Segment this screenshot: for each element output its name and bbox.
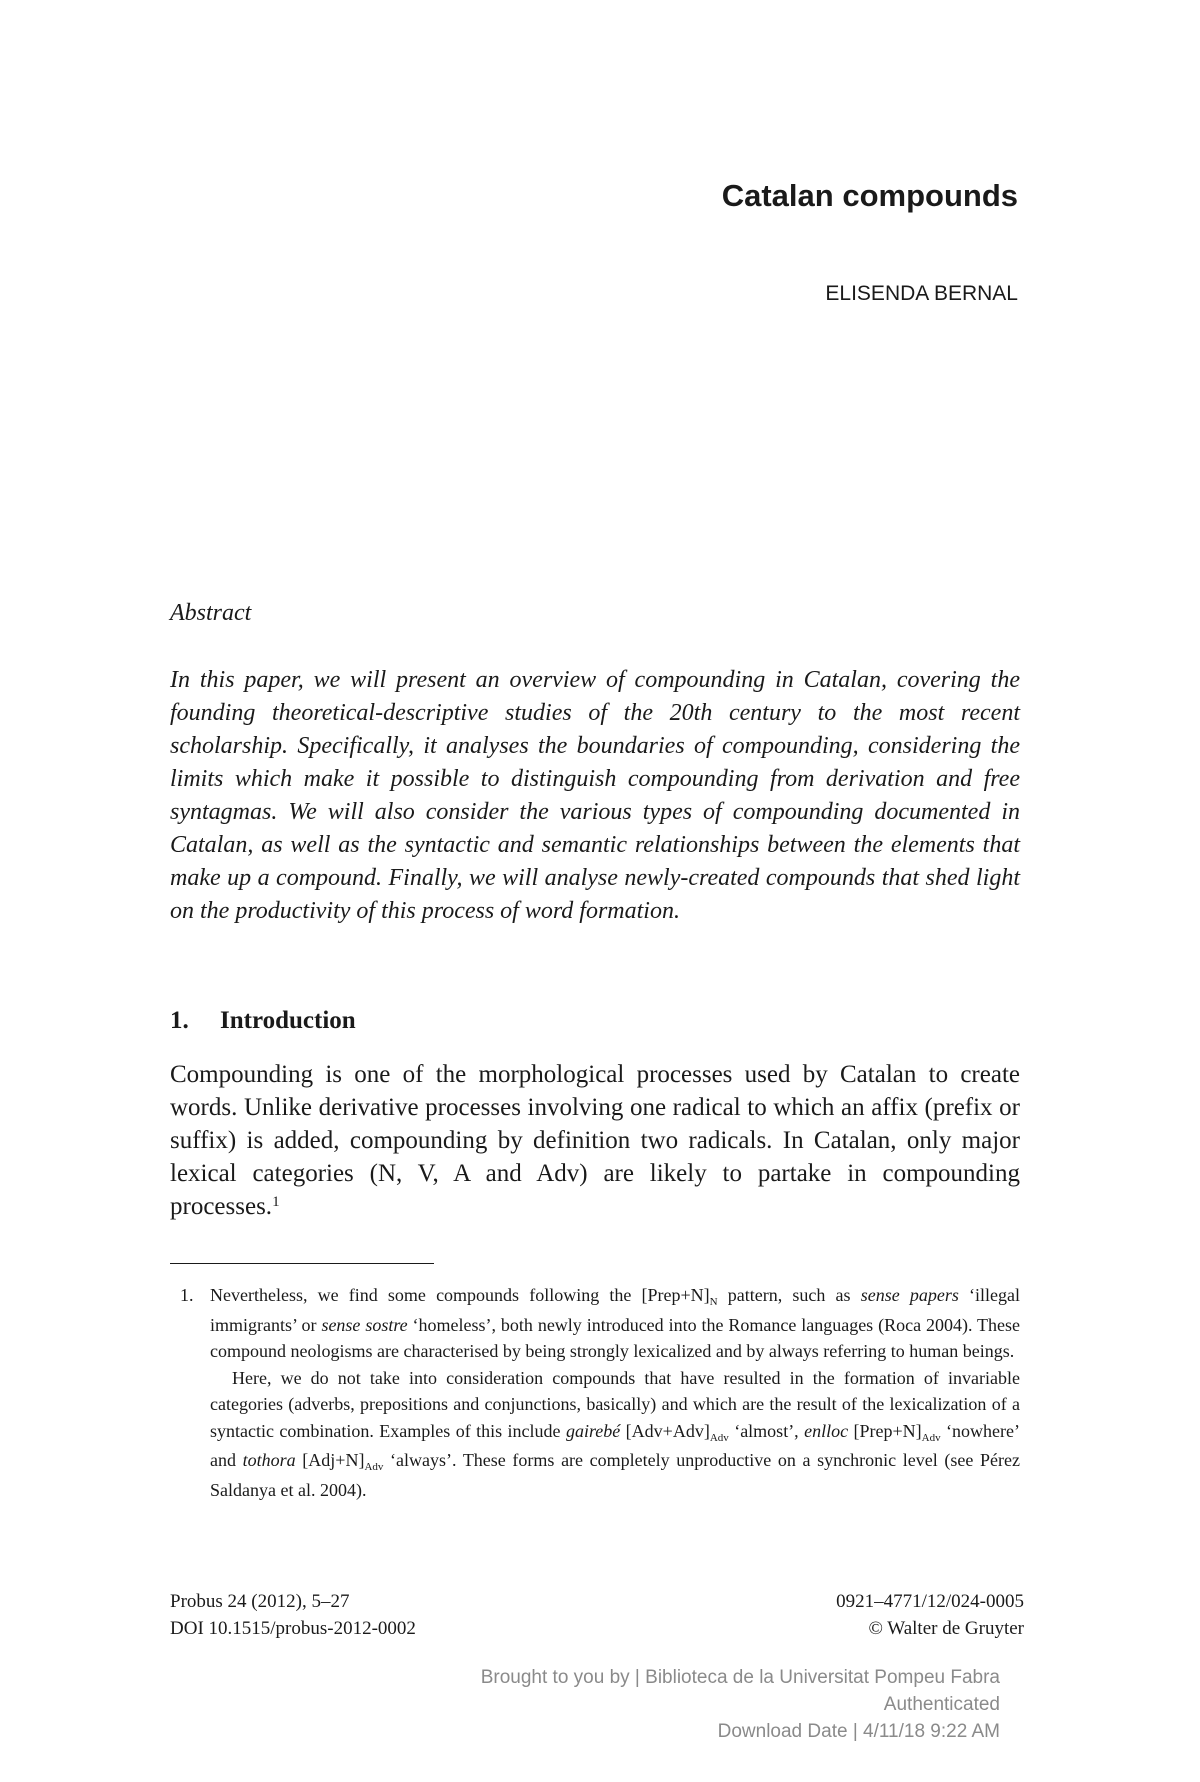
introduction-paragraph xyxy=(170,1058,1020,1223)
example-term: gairebé xyxy=(565,1420,621,1441)
download-watermark xyxy=(481,1664,1000,1745)
footnote-text: ‘homeless’, both newly introduced into the Romance languages (Roca 2004). These compound neologisms are characterised by being strongly lexicalized and by always referring to human beings. xyxy=(210,1314,1020,1361)
issn-code: 0921–4771/12/024-0005 xyxy=(836,1591,1024,1612)
watermark-authenticated: Authenticated xyxy=(883,1694,1000,1715)
footnote-paragraph-1 xyxy=(180,1282,1020,1365)
footnote-number: 1. xyxy=(180,1285,194,1305)
category-subscript: Adv xyxy=(364,1461,384,1473)
copyright-notice: © Walter de Gruyter xyxy=(868,1618,1024,1639)
footnote-text: Nevertheless, we find some compounds following the [Prep+N] xyxy=(210,1285,710,1305)
category-subscript: Adv xyxy=(709,1431,729,1444)
footnote-divider xyxy=(170,1263,434,1264)
category-subscript: N xyxy=(709,1296,718,1308)
publisher-info xyxy=(836,1588,1024,1642)
footnote-text: pattern, such as xyxy=(717,1285,861,1305)
footnote xyxy=(180,1282,1020,1503)
journal-info xyxy=(170,1588,416,1642)
footnote-text: [Adj+N] xyxy=(295,1450,365,1470)
footnote-text: [Prep+N] xyxy=(848,1420,922,1441)
journal-citation: Probus 24 (2012), 5–27 xyxy=(170,1591,350,1612)
footnote-text: ‘nowhere’ and xyxy=(210,1420,1020,1470)
watermark-source: Brought to you by | Biblioteca de la Universitat Pompeu Fabra xyxy=(480,1667,1000,1688)
footnote-text: ‘illegal immigrants’ or xyxy=(210,1285,1020,1335)
footnote-text: ‘always’. These forms are completely unproductive on a synchronic level (see Pérez Saldanya et al. 2004). xyxy=(210,1450,1021,1500)
introduction-text: Compounding is one of the morphological processes used by Catalan to create words. Unlike derivative processes involving one radical to which an affix (prefix or suffix) is added, compounding by definition two radicals. In Catalan, only major lexical categories (N, V, A and Adv) are likely to partake in compounding processes. xyxy=(170,1061,1020,1220)
doi-link[interactable]: DOI 10.1515/probus-2012-0002 xyxy=(170,1618,416,1639)
article-title: Catalan compounds xyxy=(721,178,1018,213)
watermark-download-date: Download Date | 4/11/18 9:22 AM xyxy=(717,1721,1000,1742)
section-number: 1. xyxy=(170,1007,189,1034)
abstract-heading: Abstract xyxy=(170,600,252,626)
example-term: sense sostre xyxy=(321,1314,408,1335)
article-author: ELISENDA BERNAL xyxy=(825,282,1018,305)
footnote-text: ‘almost’, xyxy=(728,1420,805,1441)
example-term: tothora xyxy=(242,1450,296,1470)
footnote-reference[interactable]: 1 xyxy=(272,1194,280,1210)
footnote-paragraph-2 xyxy=(180,1365,1020,1504)
section-heading-introduction xyxy=(170,1007,356,1035)
category-subscript: Adv xyxy=(921,1431,941,1444)
example-term: enlloc xyxy=(804,1420,849,1441)
footnote-text: [Adv+Adv] xyxy=(620,1420,710,1441)
example-term: sense papers xyxy=(860,1285,959,1305)
section-title: Introduction xyxy=(220,1007,356,1034)
footnote-text: Here, we do not take into consideration compounds that have resulted in the formation of invariable categories (adverbs, prepositions and conjunctions, basically) and which are the result of the lexicalization of a syntactic combination. Examples of this include xyxy=(210,1367,1020,1441)
abstract-text: In this paper, we will present an overview of compounding in Catalan, covering the founding theoretical-descriptive studies of the 20th century to the most recent scholarship. Specifically, it analyses the boundaries of compounding, considering the limits which make it possible to distinguish compounding from derivation and free syntagmas. We will also consider the various types of compounding documented in Catalan, as well as the syntactic and semantic relationships between the elements that make up a compound. Finally, we will analyse newly-created compounds that shed light on the productivity of this process of word formation. xyxy=(170,667,1020,924)
